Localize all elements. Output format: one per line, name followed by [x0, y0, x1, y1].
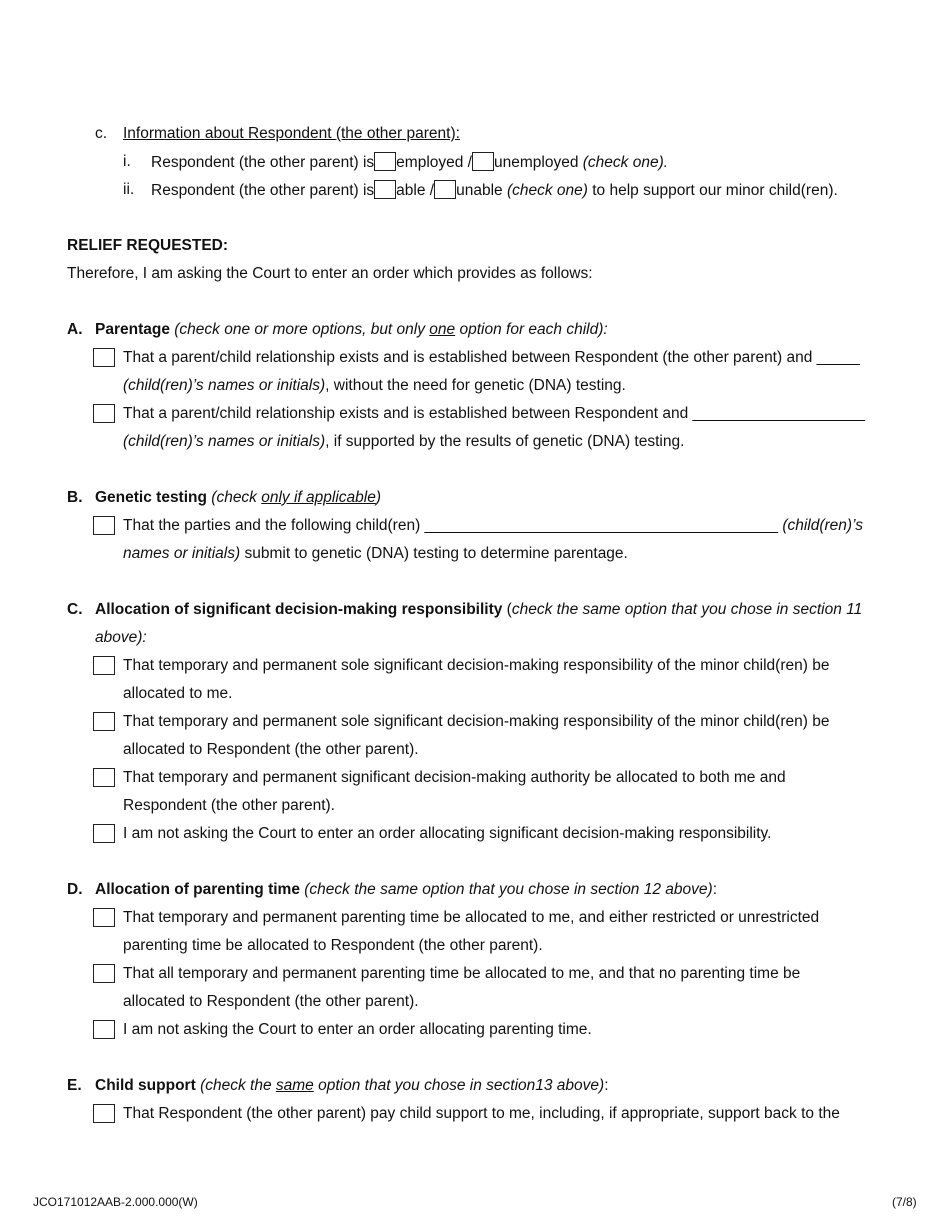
section-b-heading: [95, 488, 381, 508]
section-e-note-post: option that you chose in section13 above): [318, 1077, 605, 1094]
employed-checkbox[interactable]: [374, 152, 396, 171]
genetic-testing-names-note: (child(ren)’s: [782, 517, 863, 534]
section-c-i-pre: Respondent (the other parent) is: [151, 154, 375, 171]
section-e-title: Child support: [95, 1077, 196, 1094]
parentage-opt1-line2-text: , without the need for genetic (DNA) testing.: [325, 377, 626, 394]
child-support-checkbox[interactable]: [93, 1104, 115, 1123]
parentage-opt2-names-note: (child(ren)’s names or initials): [123, 433, 326, 450]
parenting-opt2-line2: allocated to Respondent (the other parent).: [123, 993, 419, 1010]
section-b-title: Genetic testing: [95, 489, 207, 506]
unemployed-checkbox[interactable]: [472, 152, 494, 171]
parenting-opt1-line2: parenting time be allocated to Respondent (the other parent).: [123, 937, 543, 954]
section-c-upper-letter: C.: [67, 601, 83, 618]
decision-sole-respondent-checkbox[interactable]: [93, 712, 115, 731]
able-checkbox[interactable]: [374, 180, 396, 199]
parenting-opt3-line1: I am not asking the Court to enter an order allocating parenting time.: [123, 1021, 592, 1038]
section-a-note-post: option for each child):: [459, 321, 608, 338]
section-d-colon: :: [712, 881, 717, 898]
section-c-ii-num: ii.: [123, 181, 135, 198]
employed-label: employed /: [396, 154, 472, 171]
section-e-colon: :: [604, 1077, 609, 1094]
section-a-note-u: one: [429, 321, 456, 338]
section-d-heading: [95, 880, 717, 900]
section-c-letter: c.: [95, 125, 108, 142]
section-c-upper-heading: [95, 600, 862, 620]
decision-opt1-line2: allocated to me.: [123, 685, 233, 702]
child-support-line1: That Respondent (the other parent) pay child support to me, including, if appropriate, support back to the: [123, 1105, 840, 1122]
section-e-note-pre: (check the: [200, 1077, 272, 1094]
section-b-note-pre: (check: [211, 489, 257, 506]
section-c-upper-paren: (: [506, 601, 512, 618]
section-c-ii-note: (check one): [506, 182, 588, 199]
section-a-letter: A.: [67, 321, 83, 338]
able-label: able /: [396, 182, 435, 199]
parentage-no-dna-checkbox[interactable]: [93, 348, 115, 367]
decision-opt1-line1: That temporary and permanent sole significant decision-making responsibility of the minor child(ren) be: [123, 657, 830, 674]
parentage-opt2-line2-text: , if supported by the results of genetic (DNA) testing.: [325, 433, 685, 450]
section-e-letter: E.: [67, 1077, 82, 1094]
parenting-opt1-line1: That temporary and permanent parenting time be allocated to me, and either restricted or unrestricted: [123, 909, 820, 926]
decision-opt3-line1: That temporary and permanent significant decision-making authority be allocated to both me and: [123, 769, 786, 786]
section-b-note-post: ): [375, 489, 382, 506]
genetic-testing-line2-text: submit to genetic (DNA) testing to determine parentage.: [244, 545, 628, 562]
decision-opt2-line2: allocated to Respondent (the other parent).: [123, 741, 419, 758]
section-a-note-pre: (check one or more options, but only: [174, 321, 425, 338]
parentage-opt1-line1: That a parent/child relationship exists and is established between Respondent (the other parent) and _____: [123, 349, 860, 366]
genetic-testing-line1-text: That the parties and the following child(ren) _________________________________________: [123, 517, 778, 534]
section-b-note-u: only if applicable: [261, 489, 376, 506]
section-c-heading: Information about Respondent (the other parent):: [123, 125, 460, 142]
section-c-i-num: i.: [123, 153, 131, 170]
unemployed-label: unemployed: [494, 154, 579, 171]
parenting-opt2-line1: That all temporary and permanent parenting time be allocated to me, and that no parenting time be: [123, 965, 801, 982]
section-c-ii-pre: Respondent (the other parent) is: [151, 182, 375, 199]
parenting-time-all-me-checkbox[interactable]: [93, 964, 115, 983]
section-e-heading: [95, 1076, 609, 1096]
page-number: (7/8): [892, 1195, 917, 1209]
parenting-time-me-checkbox[interactable]: [93, 908, 115, 927]
section-d-letter: D.: [67, 881, 83, 898]
section-c-ii-post: to help support our minor child(ren).: [592, 182, 838, 199]
decision-none-checkbox[interactable]: [93, 824, 115, 843]
parentage-opt1-names-note: (child(ren)’s names or initials): [123, 377, 326, 394]
decision-both-checkbox[interactable]: [93, 768, 115, 787]
decision-opt3-line2: Respondent (the other parent).: [123, 797, 335, 814]
section-c-ii-row: [151, 180, 838, 201]
section-d-note: (check the same option that you chose in section 12 above): [304, 881, 713, 898]
parentage-opt2-line1: That a parent/child relationship exists and is established between Respondent and ____________________: [123, 405, 865, 422]
section-c-i-note: (check one).: [582, 154, 669, 171]
parentage-opt2-line2: [123, 432, 684, 452]
section-c-i-row: [151, 152, 668, 173]
form-code: JCO171012AAB-2.000.000(W): [33, 1195, 198, 1209]
section-c-upper-note-line2: above):: [95, 629, 147, 646]
section-a-title: Parentage: [95, 321, 170, 338]
genetic-testing-line1: [123, 516, 863, 536]
decision-sole-me-checkbox[interactable]: [93, 656, 115, 675]
section-c-upper-note: check the same option that you chose in section 11: [511, 601, 863, 618]
parentage-opt1-line2: [123, 376, 626, 396]
section-b-letter: B.: [67, 489, 83, 506]
relief-intro: Therefore, I am asking the Court to enter an order which provides as follows:: [67, 265, 593, 282]
genetic-testing-checkbox[interactable]: [93, 516, 115, 535]
parentage-dna-checkbox[interactable]: [93, 404, 115, 423]
decision-opt4-line1: I am not asking the Court to enter an order allocating significant decision-making responsibility.: [123, 825, 772, 842]
parenting-time-none-checkbox[interactable]: [93, 1020, 115, 1039]
genetic-testing-names-note-2: names or initials): [123, 545, 241, 562]
section-c-upper-title: Allocation of significant decision-making responsibility: [95, 601, 503, 618]
unable-checkbox[interactable]: [434, 180, 456, 199]
section-e-note-u: same: [275, 1077, 314, 1094]
decision-opt2-line1: That temporary and permanent sole significant decision-making responsibility of the minor child(ren) be: [123, 713, 830, 730]
section-d-title: Allocation of parenting time: [95, 881, 300, 898]
relief-heading: RELIEF REQUESTED:: [67, 237, 229, 254]
genetic-testing-line2: [123, 544, 628, 564]
unable-label: unable: [456, 182, 503, 199]
section-a-heading: [95, 320, 608, 340]
